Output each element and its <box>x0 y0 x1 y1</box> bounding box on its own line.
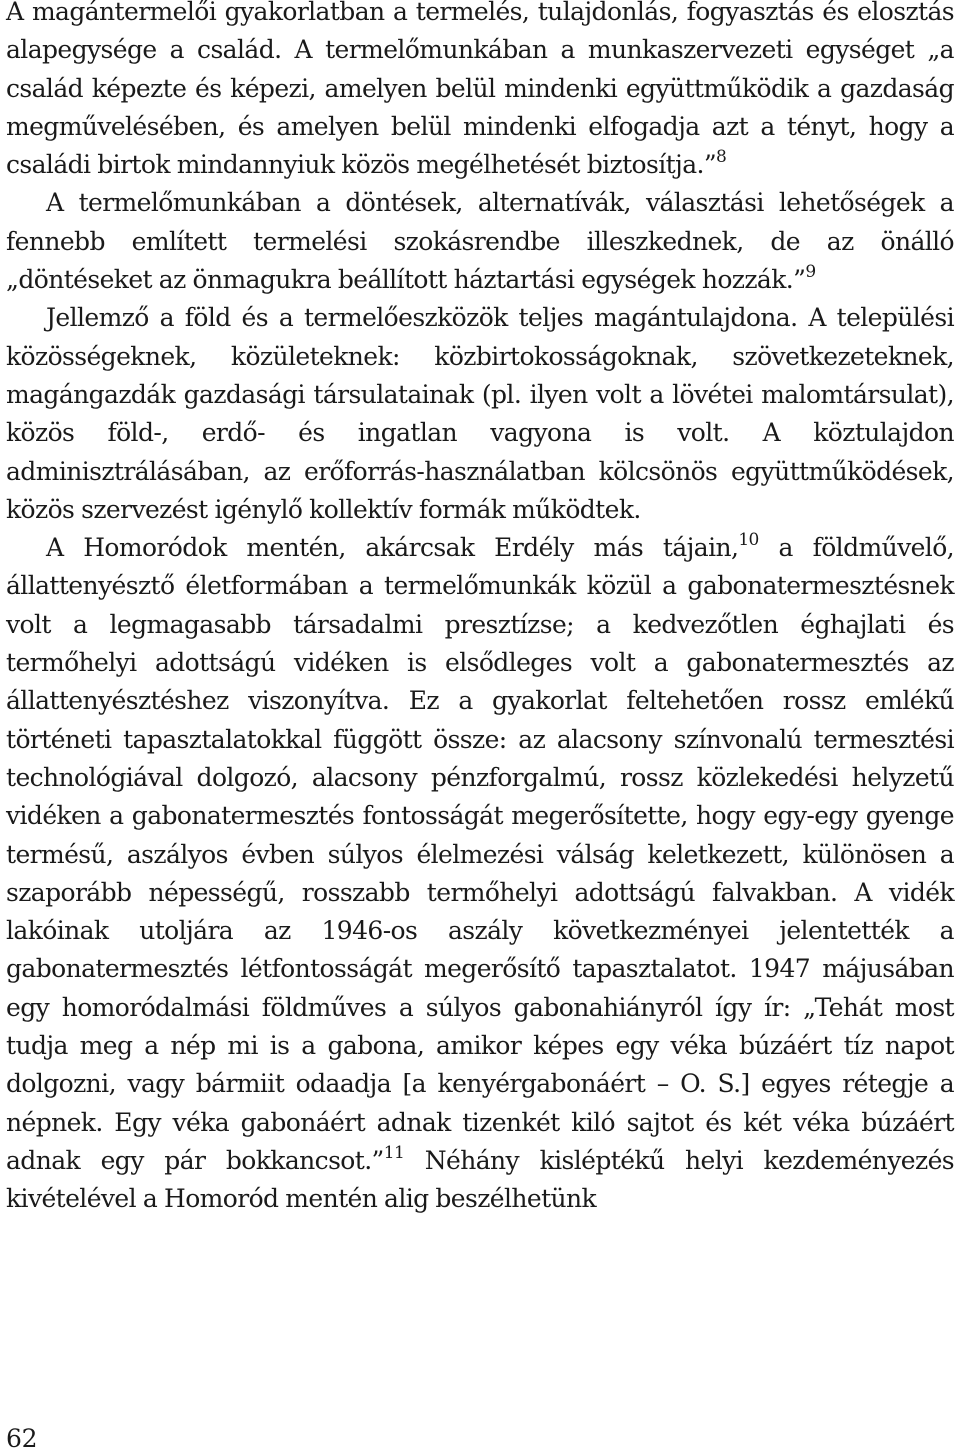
paragraph-text: A magántermelői gyakorlatban a termelés, tulajdonlás, fogyasztás és elosztás alapegysége a család. A termelőmunkában a munkaszervezeti egységet „a család képezte és képezi, amelyen belül mindenki együttműködik a gazdaság megművelésében, és amelyen belül mindenki elfogadja azt a tényt, hogy a családi birtok mindannyiuk közös megélhetését biztosítja.” <box>6 0 954 180</box>
paragraph-3 <box>6 299 954 529</box>
body-text <box>6 0 954 1219</box>
page-number: 62 <box>6 1424 38 1453</box>
document-page <box>6 0 954 1219</box>
paragraph-1 <box>6 0 954 184</box>
footnote-ref-9: 9 <box>805 261 816 282</box>
paragraph-text: Néhány kisléptékű helyi kezdeményezés kivételével a Homoród mentén alig beszélhetünk <box>6 1145 954 1214</box>
footnote-ref-10: 10 <box>738 529 759 550</box>
paragraph-text: A termelőmunkában a döntések, alternatívák, választási lehetőségek a fennebb említett termelési szokásrendbe illeszkednek, de az önálló „döntéseket az önmagukra beállított háztartási egységek hozzák.” <box>6 188 954 295</box>
paragraph-text: A Homoródok mentén, akárcsak Erdély más tájain, <box>46 533 739 563</box>
paragraph-4 <box>6 529 954 1218</box>
paragraph-2 <box>6 184 954 299</box>
footnote-ref-11: 11 <box>383 1142 405 1163</box>
paragraph-text: Jellemző a föld és a termelőeszközök teljes magántulajdona. A települési közösségeknek, közületeknek: közbirtokosságoknak, szövetkezeteknek, magángazdák gazdasági társulatainak (pl. ilyen volt a lövétei malomtársulat), közös föld-, erdő- és ingatlan vagyona is volt. A köztulajdon adminisztrálásában, az erőforrás-használatban kölcsönös együttműködések, közös szervezést igénylő kollektív formák működtek. <box>6 303 954 524</box>
footnote-ref-8: 8 <box>716 146 727 167</box>
paragraph-text: a földművelő, állattenyésztő életformában a termelőmunkák közül a gabonatermesztésnek volt a legmagasabb társadalmi presztízse; a kedvezőtlen éghajlati és termőhelyi adottságú vidéken is elsődleges volt a gabonatermesztés az állattenyésztéshez viszonyítva. Ez a gyakorlat feltehetően rossz emlékű történeti tapasztalatokkal függött össze: az alacsony színvonalú termesztési technológiával dolgozó, alacsony pénzforgalmú, rossz közlekedési helyzetű vidéken a gabonatermesztés fontosságát megerősítette, hogy egy-egy gyenge termésű, aszályos évben súlyos élelmezési válság keletkezett, különösen a szaporább népességű, rosszabb termőhelyi adottságú falvakban. A vidék lakóinak utoljára az 1946-os aszály következményei jelentették a gabonatermesztés létfontosságát megerősítő tapasztalatot. 1947 májusában egy homoródalmási földműves a súlyos gabonahiányról így ír: „Tehát most tudja meg a nép mi is a gabona, amikor képes egy véka búzáért tíz napot dolgozni, vagy bármiit odaadja [a kenyérgabonáért – O. S.] egyes rétegje a népnek. Egy véka gabonáért adnak tizenkét kiló sajtot és két véka búzáért adnak egy pár bokkancsot.” <box>6 533 954 1175</box>
